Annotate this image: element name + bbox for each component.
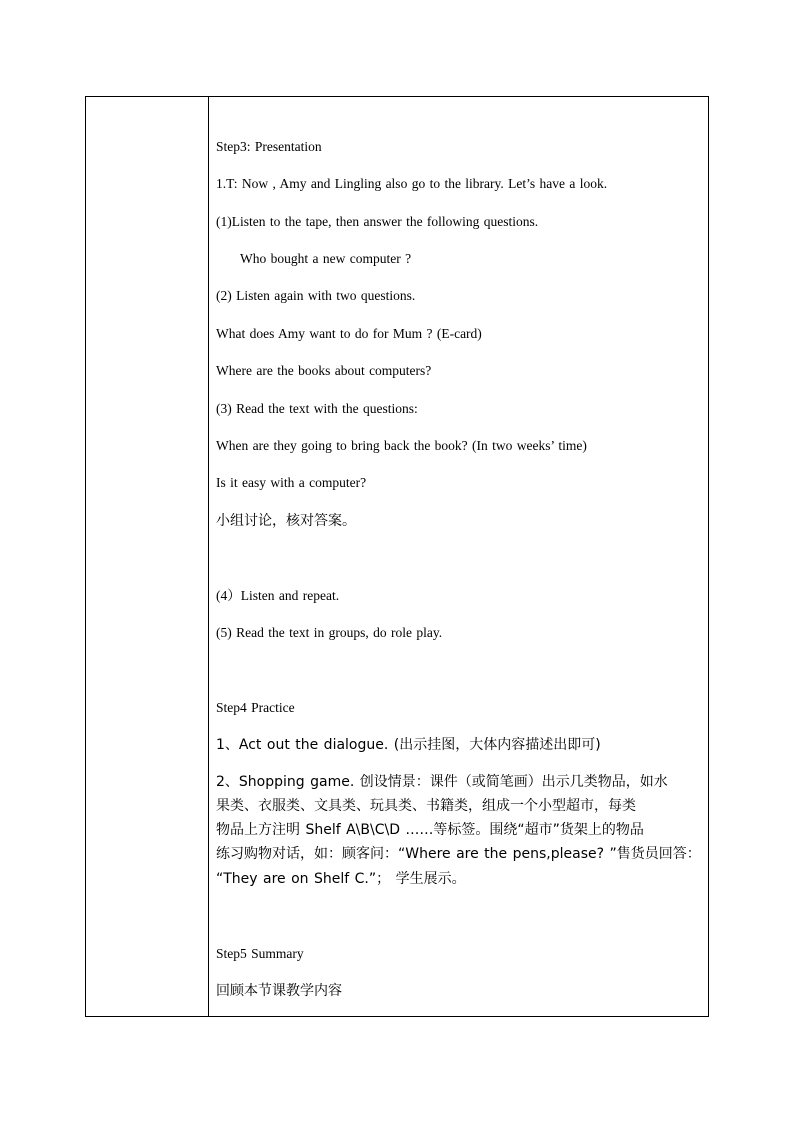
step4-item2-line2: 果类、衣服类、文具类、玩具类、书籍类，组成一个小型超市，每类 [216,798,636,814]
step3-listen2: (2) Listen again with two questions. [216,288,416,303]
step5-title: Step5 Summary [216,946,304,961]
step3-question4: When are they going to bring back the book? (In two weeks’ time) [216,438,587,453]
step3-intro: 1.T: Now , Amy and Lingling also go to the library. Let’s have a look. [216,176,608,191]
step3-roleplay: (5) Read the text in groups, do role play. [216,625,443,640]
step3-question3: Where are the books about computers? [216,363,432,378]
step3-repeat: (4）Listen and repeat. [216,588,340,603]
step3-question1: Who bought a new computer ? [240,251,412,266]
step4-item2-line3: 物品上方注明 Shelf A\B\C\D ……等标签。围绕“超市”货架上的物品 [216,822,644,838]
step4-item2-line5: “They are on Shelf C.”； 学生展示。 [216,871,466,887]
step3-question2: What does Amy want to do for Mum ? (E-card) [216,326,482,341]
label-cell [86,97,208,1016]
lesson-plan-table [85,96,709,1017]
step3-discuss: 小组讨论，核对答案。 [216,513,356,529]
step5-text: 回顾本节课教学内容 [216,983,342,999]
step3-read: (3) Read the text with the questions: [216,401,418,416]
step4-item2-line4: 练习购物对话，如：顾客问：“Where are the pens,please? ”售货员回答： [216,846,701,862]
step4-item1: 1、Act out the dialogue. (出示挂图，大体内容描述出即可) [216,737,601,753]
content-cell [209,97,708,1016]
step4-title: Step4 Practice [216,700,295,715]
step3-question5: Is it easy with a computer? [216,475,367,490]
step3-listen1: (1)Listen to the tape, then answer the following questions. [216,214,539,229]
step4-item2-line1: 2、Shopping game. 创设情景：课件（或简笔画）出示几类物品，如水 [216,774,668,790]
step3-title: Step3: Presentation [216,139,322,154]
